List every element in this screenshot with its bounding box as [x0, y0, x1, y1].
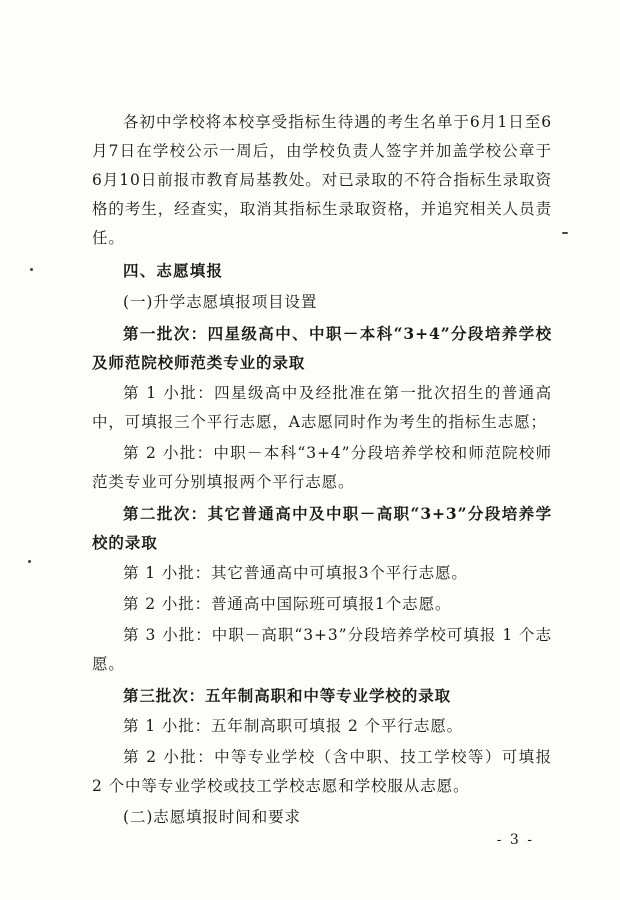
- batch-3-heading: 第三批次：五年制高职和中等专业学校的录取: [123, 686, 452, 705]
- batch-2-sub-3: 第 3 小批：中职－高职“3+3”分段培养学校可填报 1 个志愿。: [92, 626, 552, 673]
- scan-speck: [562, 232, 568, 234]
- subsection-heading-items: (一)升学志愿填报项目设置: [123, 293, 318, 311]
- scan-speck: [30, 268, 33, 271]
- scan-speck: [28, 560, 31, 563]
- batch-1-sub-1: 第 1 小批：四星级高中及经批准在第一批次招生的普通高中，可填报三个平行志愿，A志愿同时作为考生的指标生志愿；: [92, 384, 552, 431]
- subsection-heading-time: (二)志愿填报时间和要求: [123, 808, 301, 826]
- page-number: - 3 -: [496, 832, 534, 848]
- batch-3-sub-2: 第 2 小批：中等专业学校（含中职、技工学校等）可填报 2 个中等专业学校或技工学校志愿和学校服从志愿。: [92, 748, 552, 795]
- document-body: [92, 108, 552, 834]
- section-heading-volunteer-filling: 四、志愿填报: [123, 262, 224, 280]
- batch-1-heading: 第一批次：四星级高中、中职－本科“3+4”分段培养学校及师范院校师范类专业的录取: [92, 324, 552, 372]
- batch-2-sub-2: 第 2 小批：普通高中国际班可填报1个志愿。: [123, 595, 452, 613]
- batch-2-heading: 第二批次：其它普通高中及中职－高职“3+3”分段培养学校的录取: [92, 504, 552, 552]
- batch-1-sub-2: 第 2 小批：中职－本科“3+4”分段培养学校和师范院校师范类专业可分别填报两个平行志愿。: [92, 444, 552, 491]
- batch-3-sub-1: 第 1 小批：五年制高职可填报 2 个平行志愿。: [123, 717, 464, 735]
- batch-2-sub-1: 第 1 小批：其它普通高中可填报3个平行志愿。: [123, 564, 468, 582]
- paragraph-publicity: 各初中学校将本校享受指标生待遇的考生名单于6月1日至6月7日在学校公示一周后，由学校负责人签字并加盖学校公章于6月10日前报市教育局基教处。对已录取的不符合指标生录取资格的考生，经查实，取消其指标生录取资格，并追究相关人员责任。: [92, 113, 552, 247]
